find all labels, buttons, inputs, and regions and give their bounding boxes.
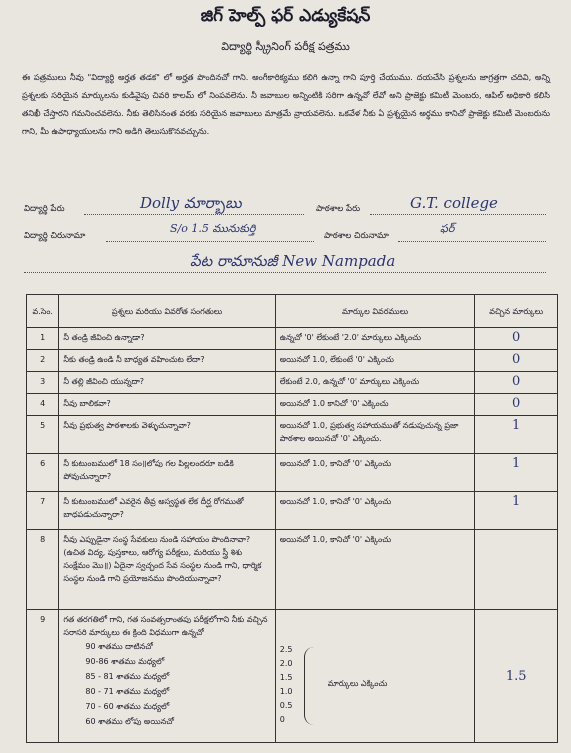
scale-value: 1.5 (279, 673, 293, 682)
row-score[interactable] (475, 416, 558, 454)
scale-value: 0 (279, 715, 285, 724)
row-detail: అయినచో 1.0, కానిచో '0' ఎక్కించు (275, 454, 475, 492)
brace-mark (304, 647, 319, 725)
table-row (27, 394, 558, 416)
row-score-value: 0 (512, 374, 521, 389)
row-question: నీవు ఎప్పుడైనా సంస్థ సేవకులు నుండి సహాయం పొందినావా? (ఉచిత విద్య, పుస్తకాలు, ఆరోగ్య పరీక్షలు, మరియు స్త్రీ శిశు సంక్షేమం మొ॥) ఏదైనా స్వచ్ఛంద సేవ సంస్థల నుండి గాని, ధార్మిక సంస్థల నుండి గాని ప్రయోజనము పొందియున్నావా? (59, 530, 275, 610)
row-detail: అయినచో 1.0, లేకుంటే '0' ఎక్కించు (275, 350, 475, 372)
row-question: నీ తల్లి జీవించి యున్నదా? (59, 372, 275, 394)
header-obtained-marks: వచ్చిన మార్కులు (475, 295, 558, 328)
row-number: 4 (27, 394, 59, 416)
school-address-value[interactable]: ఫర్ (440, 222, 455, 235)
questions-table (26, 294, 558, 743)
percentage-range: 70 - 60 శాతము మధ్యలో (85, 702, 170, 711)
table-row (27, 610, 558, 743)
school-address-label: పాఠశాల చిరునామా (324, 231, 389, 241)
scale-value: 2.0 (279, 659, 293, 668)
table-row (27, 350, 558, 372)
row-detail: ఉన్నచో '0' లేకుంటే '2.0' మార్కులు ఎక్కించు (275, 328, 475, 350)
row-score[interactable] (475, 328, 558, 350)
scale-value: 1.0 (279, 687, 293, 696)
row-number: 5 (27, 416, 59, 454)
row-number: 3 (27, 372, 59, 394)
table-row (27, 372, 558, 394)
table-header-row (27, 295, 558, 328)
row-score-value: 1 (512, 456, 521, 471)
percentage-range: 85 - 81 శాతము మధ్యలో (85, 672, 170, 681)
percentage-range-list (63, 639, 270, 729)
row-number: 8 (27, 530, 59, 610)
row-score[interactable] (475, 530, 558, 610)
row-number: 1 (27, 328, 59, 350)
school-label: పాఠశాల పేరు (316, 204, 361, 214)
row-score-value: 0 (512, 352, 521, 367)
row-score[interactable] (475, 454, 558, 492)
row-score[interactable] (475, 350, 558, 372)
row-score-value: 0 (512, 330, 521, 345)
school-line (370, 214, 546, 215)
row-score[interactable] (475, 394, 558, 416)
percentage-range: 90-86 శాతము మధ్యలో (85, 657, 165, 666)
header-serial: వ.సెం. (27, 295, 59, 328)
row-number: 7 (27, 492, 59, 530)
row-detail (275, 610, 475, 743)
percentage-range: 60 శాతము లోపు అయినచో (85, 717, 174, 726)
marks-scale-values (280, 643, 293, 727)
row-detail: అయినచో 1.0 కానిచో '0' ఎక్కించు (275, 394, 475, 416)
row-question: నీ కుటుంబములో 18 సం॥లోపు గల పిల్లలందరూ బడికి పోవుచున్నారా? (59, 454, 275, 492)
row-detail: అయినచో 1.0, కానిచో '0' ఎక్కించు (275, 530, 475, 610)
brace-label: మార్కులు ఎక్కించు (327, 679, 388, 688)
table-row (27, 454, 558, 492)
row-question: నీ తండ్రి జీవించి ఉన్నాడా? (59, 328, 275, 350)
row-score-value: 1 (512, 494, 521, 509)
row-question-text: గత తరగతిలో గాని, గత సంవత్సరాంతపు పరీక్షలోగాని నీకు వచ్చిన సరాసరి మార్కులు ఈ క్రింది విధముగా ఉన్నచో (63, 615, 268, 637)
table-row (27, 416, 558, 454)
row-score[interactable] (475, 610, 558, 743)
row-question: నీవు బాలికవా? (59, 394, 275, 416)
scale-value: 0.5 (279, 701, 293, 710)
school-value[interactable]: G.T. college (410, 194, 498, 212)
row-number: 9 (27, 610, 59, 743)
header-marks-detail: మార్కుల వివరములు (275, 295, 475, 328)
row-score[interactable] (475, 372, 558, 394)
address-label: విద్యార్థి చిరునామా (24, 231, 86, 241)
row-detail: అయినచో 1.0, ప్రభుత్వ సహాయముతో నడుపుచున్న ప్రజా పాఠశాల అయినచో '0' ఎక్కించు. (275, 416, 475, 454)
row-question: నీ కుటుంబములో ఎవరైన తీవ్ర అస్వస్థత లేక దీర్ఘ రోగముతో బాధపడుచున్నారా? (59, 492, 275, 530)
header-question: ప్రశ్నలు మరియు వివరోత సంగతులు (59, 295, 275, 328)
row-score[interactable] (475, 492, 558, 530)
instructions-paragraph: ఈ పత్రములు నీవు "విద్యార్థి అర్హత తడక" లో అర్హత పొందినచో గాని. అంగీకారిక్యము కలిగి ఉన్నా గాని పూర్తి చేయుము. దయచేసి ప్రశ్నలను జాగ్రత్తగా చదివి, అన్ని ప్రశ్నలకు సరియైన మార్కులను కుడివైపు చివరి కాలమ్ లో నింపవలెను. నీ జవాబుల అన్నింటికి సరిగా ఉన్నవో లేవో అని ప్రాజెక్టు కమిటీ మెంబరు, ఆపిల్ అధికారి కలిసి తనిఖీ చేస్తారని గమనించవలెను. నీకు తెలిసినంత వరకు సరియైన జవాబులు మాత్రమే వ్రాయవలెను. ఒకవేళ నీకు ఏ ప్రశ్నయైన అర్థము కానిచో ప్రాజెక్టు కమిటీ మెంబరును గాని, మీ ఉపాధ్యాయులను గాని అడిగి తెలుసుకొనవచ్చును. (22, 72, 550, 136)
name-label: విద్యార్థి పేరు (24, 204, 65, 214)
row-question (59, 610, 275, 743)
table-row (27, 492, 558, 530)
row-detail: అయినచో 1.0, కానిచో '0' ఎక్కించు (275, 492, 475, 530)
form-subtitle: విద్యార్థి స్క్రీనింగ్ పరీక్ష పత్రము (221, 40, 350, 53)
row-score-value: 0 (512, 396, 521, 411)
row-number: 2 (27, 350, 59, 372)
row-detail: లేకుంటే 2.0, ఉన్నచో '0' మార్కులు ఎక్కించు (275, 372, 475, 394)
percentage-range: 90 శాతము దాటినచో (85, 642, 153, 651)
row-number: 6 (27, 454, 59, 492)
row-question: నీవు ప్రభుత్వ పాఠశాలకు వెళ్ళుచున్నావా? (59, 416, 275, 454)
row-question: నీకు తండ్రి ఉండి నీ బాధ్యత వహించుట లేదా? (59, 350, 275, 372)
percentage-range: 80 - 71 శాతము మధ్యలో (85, 687, 170, 696)
address-value[interactable]: S/o 1.5 మునుకుర్తి (170, 222, 256, 235)
row-score-value: 1.5 (505, 668, 527, 684)
district-value[interactable]: పేట రామానుజీ New Nampada (190, 252, 396, 270)
school-address-line (398, 241, 546, 242)
form-title: జిగ్ హెల్ప్ ఫర్ ఎడ్యుకేషన్ (200, 6, 371, 26)
address-line (106, 241, 314, 242)
scale-value: 2.5 (279, 645, 293, 654)
name-value[interactable]: Dolly మార్బాబు (140, 194, 242, 212)
table-row (27, 328, 558, 350)
table-row (27, 530, 558, 610)
row-score-value: 1 (512, 418, 521, 433)
marks-scale (280, 643, 471, 739)
